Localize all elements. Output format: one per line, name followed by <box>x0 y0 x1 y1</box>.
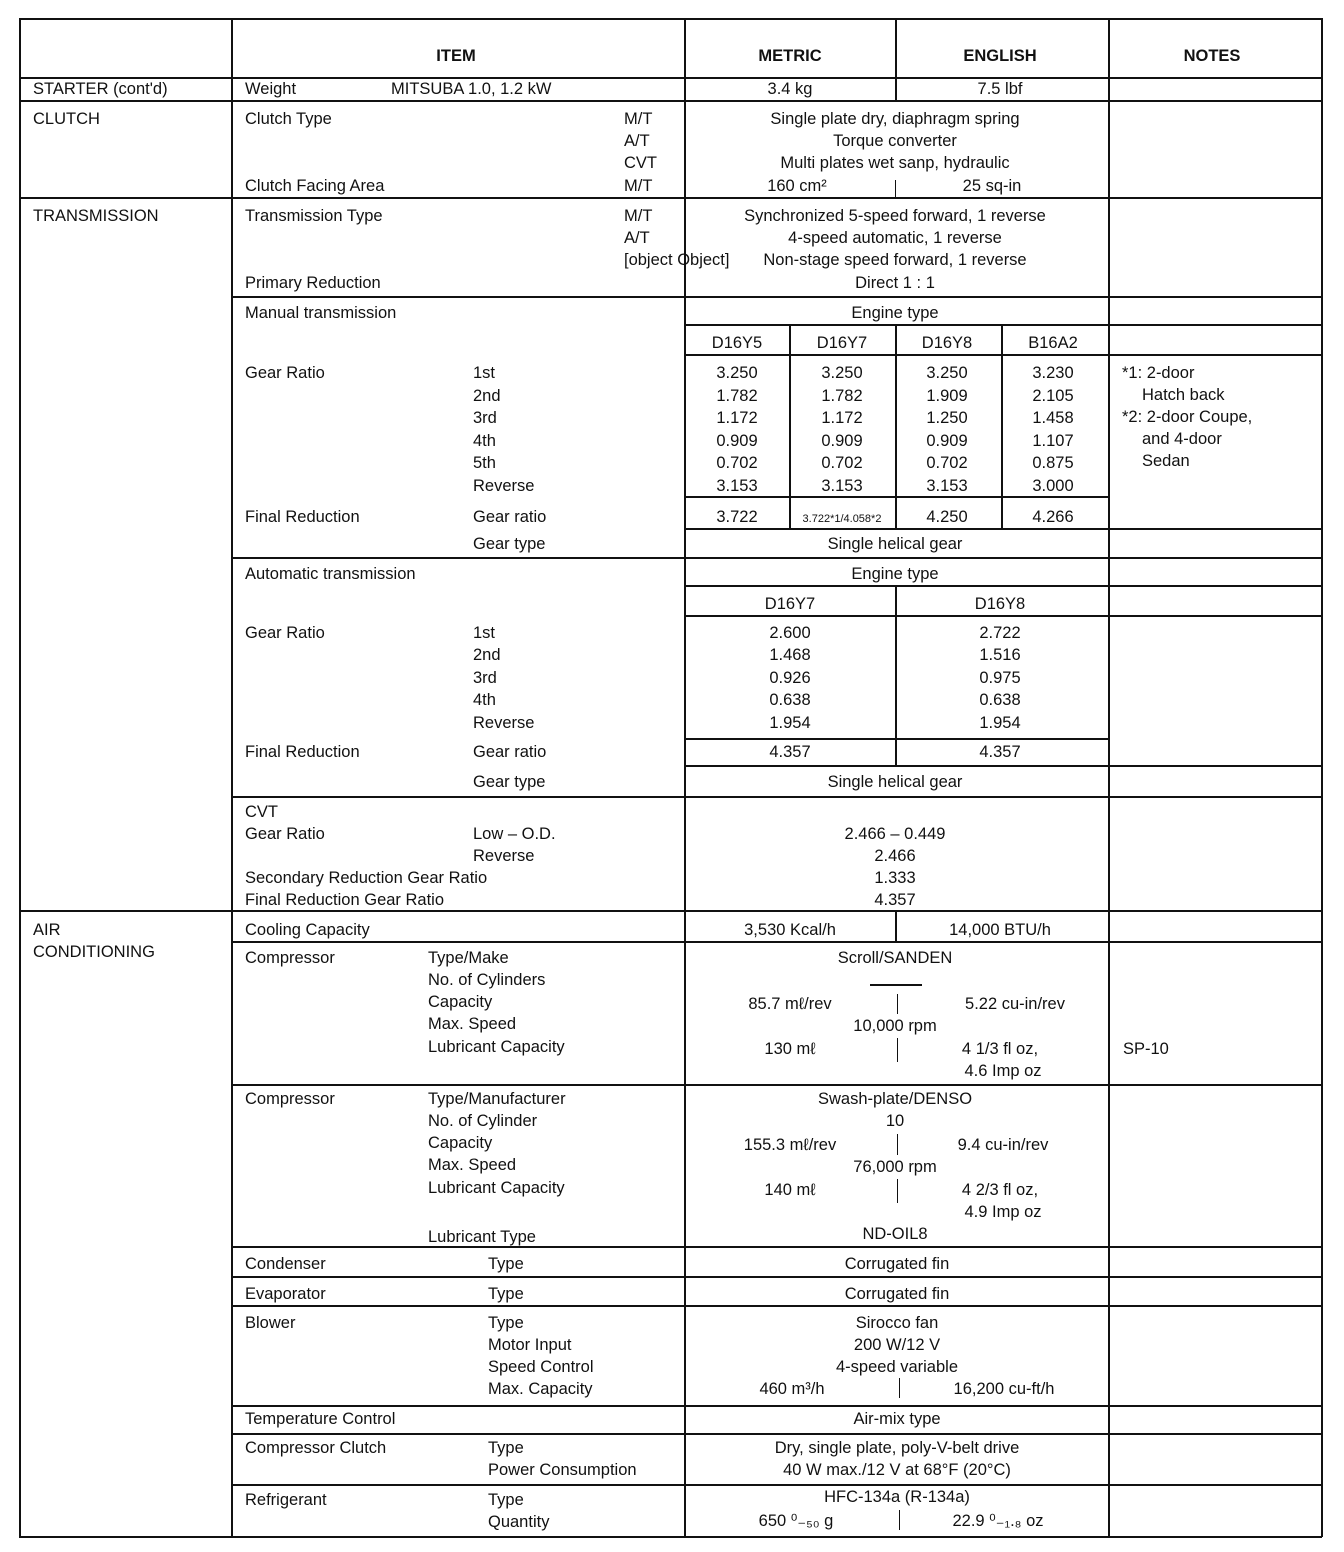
grid-line <box>231 1084 1322 1086</box>
clutch-type-cvt: Multi plates wet sanp, hydraulic <box>780 154 1010 172</box>
cvt-low-value: 2.466 – 0.449 <box>844 825 946 843</box>
grid-line <box>684 765 1322 767</box>
comp1-lub-english-1: 4 1/3 fl oz, <box>961 1040 1039 1058</box>
comp2-cyl-label: No. of Cylinder <box>428 1112 538 1130</box>
grid-line <box>897 1179 898 1203</box>
manual-gear-type-value: Single helical gear <box>827 535 963 553</box>
transmission-type-mt: Synchronized 5-speed forward, 1 reverse <box>744 207 1046 225</box>
comp1-type-label: Type/Make <box>428 949 509 967</box>
grid-line <box>897 994 898 1014</box>
manual-final-4: 4.266 <box>1032 508 1074 526</box>
manual-ratio-cell: 3.250 <box>716 364 758 382</box>
manual-ratio-cell: 0.702 <box>926 454 968 473</box>
grid-line <box>684 615 1322 617</box>
comp1-cap-label: Capacity <box>428 993 493 1011</box>
manual-final-ratio-label: Gear ratio <box>473 508 547 526</box>
comp2-speed-value: 76,000 rpm <box>853 1158 937 1176</box>
grid-line <box>895 180 896 197</box>
auto-ratio-cell: 2.722 <box>979 624 1021 642</box>
refrigerant-type-value: HFC-134a (R-134a) <box>824 1488 970 1506</box>
comp2-cyl-value: 10 <box>885 1112 905 1130</box>
section-clutch: CLUTCH <box>33 110 100 128</box>
transmission-type-cvt: Non-stage speed forward, 1 reverse <box>763 251 1027 269</box>
transmission-at: A/T <box>624 229 650 247</box>
grid-line <box>684 528 1322 530</box>
grid-line <box>899 1510 900 1530</box>
clutch-cvt: CVT <box>624 154 657 172</box>
manual-note-3: *2: 2-door Coupe, <box>1122 408 1253 426</box>
comp2-lub-metric: 140 mℓ <box>764 1181 816 1199</box>
header-notes: NOTES <box>1183 47 1241 65</box>
manual-ratio-cell: 0.702 <box>821 454 863 473</box>
manual-ratio-cell: 3.153 <box>821 477 863 495</box>
header-metric: METRIC <box>758 47 822 65</box>
refrigerant-qty-label: Quantity <box>488 1513 550 1531</box>
cooling-english: 14,000 BTU/h <box>949 921 1051 939</box>
manual-note-4: and 4-door <box>1142 430 1222 448</box>
manual-ratio-cell: 1.458 <box>1032 409 1074 428</box>
auto-ratio-cell: 1.468 <box>769 646 811 665</box>
section-starter: STARTER (cont'd) <box>33 80 168 98</box>
auto-gear-label: 2nd <box>473 646 501 665</box>
manual-ratio-cell: 0.909 <box>821 431 863 450</box>
manual-ratio-cell: 3.230 <box>1032 364 1074 382</box>
cvt-secondary-label: Secondary Reduction Gear Ratio <box>245 869 488 887</box>
grid-line <box>19 18 21 1537</box>
cvt-label: CVT <box>245 803 278 821</box>
grid-line <box>684 18 686 1537</box>
auto-gear-label: 4th <box>473 691 496 710</box>
manual-ratio-cell: 3.250 <box>926 364 968 382</box>
manual-ratio-cell: 0.909 <box>926 431 968 450</box>
comp2-type-label: Type/Manufacturer <box>428 1090 566 1108</box>
manual-final-label: Final Reduction <box>245 508 360 526</box>
auto-ratio-cell: 0.638 <box>979 691 1021 710</box>
clutch-facing-english: 25 sq-in <box>962 177 1022 195</box>
auto-final-1: 4.357 <box>769 743 811 761</box>
grid-line <box>19 100 1322 102</box>
auto-ratio-cell: 1.516 <box>979 646 1021 665</box>
blower-type-value: Sirocco fan <box>855 1314 939 1332</box>
section-ac-line1: AIR <box>33 921 61 939</box>
manual-ratio-cell: 0.875 <box>1032 454 1074 473</box>
grid-line <box>231 1405 1322 1407</box>
auto-gear-label: 1st <box>473 624 496 642</box>
cvt-secondary-value: 1.333 <box>874 869 916 887</box>
manual-engine-3: D16Y8 <box>921 334 973 352</box>
manual-gear-type-label: Gear type <box>473 535 546 553</box>
grid-line <box>1321 18 1323 1537</box>
grid-line <box>231 941 1322 943</box>
grid-line <box>684 354 1322 356</box>
grid-line <box>897 1134 898 1155</box>
grid-line <box>231 557 1322 559</box>
grid-line <box>19 77 1322 79</box>
manual-ratio-cell: 3.153 <box>926 477 968 495</box>
condenser-type-label: Type <box>488 1255 524 1273</box>
manual-gear-label: 2nd <box>473 386 501 405</box>
grid-line <box>231 18 233 1537</box>
manual-gear-label: 4th <box>473 431 496 450</box>
grid-line <box>895 18 897 100</box>
transmission-type-at: 4-speed automatic, 1 reverse <box>788 229 1002 247</box>
grid-line <box>1001 324 1003 528</box>
manual-engine-4: B16A2 <box>1028 334 1078 352</box>
blower-cap-label: Max. Capacity <box>488 1380 593 1398</box>
grid-line <box>231 1433 1322 1435</box>
comp1-cyl-dash <box>870 984 922 986</box>
manual-ratio-cell: 2.105 <box>1032 386 1074 405</box>
condenser-label: Condenser <box>245 1255 326 1273</box>
refrigerant-type-label: Type <box>488 1491 524 1509</box>
clutch-mt: M/T <box>624 110 653 128</box>
auto-gear-ratio-label: Gear Ratio <box>245 624 325 642</box>
primary-reduction-value: Direct 1 : 1 <box>855 274 935 292</box>
starter-weight-model: MITSUBA 1.0, 1.2 kW <box>391 80 552 98</box>
auto-final-2: 4.357 <box>979 743 1021 761</box>
comp1-label: Compressor <box>245 949 335 967</box>
cclutch-power-label: Power Consumption <box>488 1461 637 1479</box>
comp1-type-value: Scroll/SANDEN <box>837 949 953 967</box>
auto-engine-2: D16Y8 <box>974 595 1026 613</box>
manual-ratio-cell: 3.250 <box>821 364 863 382</box>
comp1-lub-metric: 130 mℓ <box>764 1040 816 1058</box>
auto-ratio-cell: 0.975 <box>979 668 1021 687</box>
cclutch-label: Compressor Clutch <box>245 1439 387 1457</box>
manual-ratio-cell: 0.702 <box>716 454 758 473</box>
cvt-final-value: 4.357 <box>874 891 916 909</box>
manual-gear-label: 1st <box>473 364 496 382</box>
cvt-low-label: Low – O.D. <box>473 825 556 843</box>
cvt-reverse-label: Reverse <box>473 847 535 865</box>
refrigerant-qty-metric: 650 ⁰₋₅₀ g <box>758 1512 834 1530</box>
grid-line <box>231 796 1322 798</box>
comp1-cap-english: 5.22 cu-in/rev <box>965 995 1065 1013</box>
temp-label: Temperature Control <box>245 1410 396 1428</box>
grid-line <box>231 296 1322 298</box>
cooling-metric: 3,530 Kcal/h <box>744 921 836 939</box>
cooling-label: Cooling Capacity <box>245 921 370 939</box>
comp1-speed-label: Max. Speed <box>428 1015 517 1033</box>
auto-ratio-cell: 0.638 <box>769 691 811 710</box>
starter-weight-english: 7.5 lbf <box>977 80 1023 98</box>
transmission-cvt: [object Object] <box>624 251 730 269</box>
grid-line <box>895 910 897 941</box>
section-transmission: TRANSMISSION <box>33 207 159 225</box>
clutch-facing-label: Clutch Facing Area <box>245 177 385 195</box>
manual-ratio-cell: 1.107 <box>1032 431 1074 450</box>
section-ac-line2: CONDITIONING <box>33 943 155 961</box>
auto-final-ratio-label: Gear ratio <box>473 743 547 761</box>
grid-line <box>231 1276 1322 1278</box>
clutch-type-at: Torque converter <box>833 132 957 150</box>
comp1-cyl-label: No. of Cylinders <box>428 971 546 989</box>
comp2-lub-english-1: 4 2/3 fl oz, <box>961 1181 1039 1199</box>
grid-line <box>231 1305 1322 1307</box>
cvt-final-label: Final Reduction Gear Ratio <box>245 891 445 909</box>
transmission-type-label: Transmission Type <box>245 207 383 225</box>
comp2-label: Compressor <box>245 1090 335 1108</box>
comp2-lubtype-value: ND-OIL8 <box>862 1225 928 1243</box>
primary-reduction-label: Primary Reduction <box>245 274 381 292</box>
auto-gear-type-value: Single helical gear <box>827 773 963 791</box>
comp1-speed-value: 10,000 rpm <box>853 1017 937 1035</box>
manual-note-1: *1: 2-door <box>1122 364 1195 382</box>
manual-ratio-cell: 1.172 <box>821 409 863 428</box>
clutch-at: A/T <box>624 132 650 150</box>
manual-final-2: 3.722*1/4.058*2 <box>802 513 882 525</box>
comp1-lub-label: Lubricant Capacity <box>428 1038 565 1056</box>
manual-ratio-cell: 1.782 <box>716 386 758 405</box>
manual-engine-1: D16Y5 <box>711 334 763 352</box>
manual-gear-label: 5th <box>473 454 496 473</box>
evaporator-type-label: Type <box>488 1285 524 1303</box>
header-english: ENGLISH <box>963 47 1037 65</box>
auto-ratio-cell: 1.954 <box>769 713 811 732</box>
grid-line <box>231 1484 1322 1486</box>
grid-line <box>19 910 1322 912</box>
clutch-type-mt: Single plate dry, diaphragm spring <box>770 110 1020 128</box>
grid-line <box>231 1246 1322 1248</box>
manual-ratio-cell: 0.909 <box>716 431 758 450</box>
grid-line <box>1108 18 1110 1537</box>
auto-gear-label: 3rd <box>473 668 497 687</box>
manual-label: Manual transmission <box>245 304 397 322</box>
comp2-lub-english-2: 4.9 Imp oz <box>964 1203 1042 1221</box>
manual-final-1: 3.722 <box>716 508 758 526</box>
blower-speed-value: 4-speed variable <box>836 1358 958 1376</box>
manual-gear-label: Reverse <box>473 477 535 495</box>
transmission-mt: M/T <box>624 207 653 225</box>
grid-line <box>899 1378 900 1398</box>
auto-label: Automatic transmission <box>245 565 416 583</box>
blower-cap-metric: 460 m³/h <box>759 1380 825 1398</box>
condenser-value: Corrugated fin <box>844 1255 950 1273</box>
evaporator-value: Corrugated fin <box>844 1285 950 1303</box>
blower-motor-label: Motor Input <box>488 1336 572 1354</box>
refrigerant-qty-english: 22.9 ⁰₋₁.₈ oz <box>952 1512 1044 1530</box>
manual-gear-label: 3rd <box>473 409 497 428</box>
cvt-reverse-value: 2.466 <box>874 847 916 865</box>
clutch-facing-mt: M/T <box>624 177 653 195</box>
clutch-type-label: Clutch Type <box>245 110 332 128</box>
manual-ratio-cell: 3.153 <box>716 477 758 495</box>
grid-line <box>19 197 1322 199</box>
auto-ratio-cell: 0.926 <box>769 668 811 687</box>
comp2-cap-metric: 155.3 mℓ/rev <box>743 1136 837 1154</box>
clutch-facing-metric: 160 cm² <box>767 177 827 195</box>
blower-motor-value: 200 W/12 V <box>853 1336 941 1354</box>
manual-final-3: 4.250 <box>926 508 968 526</box>
manual-ratio-cell: 1.250 <box>926 409 968 428</box>
comp2-speed-label: Max. Speed <box>428 1156 517 1174</box>
auto-final-label: Final Reduction <box>245 743 360 761</box>
blower-cap-english: 16,200 cu-ft/h <box>953 1380 1055 1398</box>
auto-gear-label: Reverse <box>473 713 535 732</box>
comp1-note: SP-10 <box>1123 1040 1169 1058</box>
starter-weight-metric: 3.4 kg <box>767 80 813 98</box>
grid-line <box>19 18 1322 20</box>
grid-line <box>684 585 1322 587</box>
blower-label: Blower <box>245 1314 296 1332</box>
starter-weight-label: Weight <box>245 80 297 98</box>
manual-ratio-cell: 1.782 <box>821 386 863 405</box>
auto-engine-1: D16Y7 <box>764 595 816 613</box>
cvt-gear-ratio-label: Gear Ratio <box>245 825 325 843</box>
manual-note-2: Hatch back <box>1142 386 1225 404</box>
comp2-cap-english: 9.4 cu-in/rev <box>957 1136 1049 1154</box>
cclutch-power-value: 40 W max./12 V at 68°F (20°C) <box>783 1461 1011 1479</box>
grid-line <box>895 324 897 528</box>
comp2-type-value: Swash-plate/DENSO <box>817 1090 973 1108</box>
grid-line <box>895 585 897 765</box>
comp2-cap-label: Capacity <box>428 1134 493 1152</box>
grid-line <box>789 324 791 528</box>
blower-speed-label: Speed Control <box>488 1358 594 1376</box>
temp-value: Air-mix type <box>853 1410 941 1428</box>
manual-gear-ratio-label: Gear Ratio <box>245 364 325 382</box>
auto-ratio-cell: 2.600 <box>769 624 811 642</box>
cclutch-type-value: Dry, single plate, poly-V-belt drive <box>774 1439 1020 1457</box>
manual-ratio-cell: 1.909 <box>926 386 968 405</box>
refrigerant-label: Refrigerant <box>245 1491 327 1509</box>
blower-type-label: Type <box>488 1314 524 1332</box>
manual-note-5: Sedan <box>1142 452 1190 470</box>
grid-line <box>19 1536 1322 1538</box>
grid-line <box>684 324 1322 326</box>
grid-line <box>897 1038 898 1062</box>
comp1-lub-english-2: 4.6 Imp oz <box>964 1062 1042 1080</box>
comp2-lubtype-label: Lubricant Type <box>428 1228 536 1246</box>
comp1-cap-metric: 85.7 mℓ/rev <box>748 995 832 1013</box>
auto-engine-type: Engine type <box>851 565 939 583</box>
manual-ratio-cell: 1.172 <box>716 409 758 428</box>
manual-ratio-cell: 3.000 <box>1032 477 1074 495</box>
cclutch-type-label: Type <box>488 1439 524 1457</box>
evaporator-label: Evaporator <box>245 1285 326 1303</box>
auto-ratio-cell: 1.954 <box>979 713 1021 732</box>
manual-engine-2: D16Y7 <box>816 334 868 352</box>
manual-engine-type: Engine type <box>851 304 939 322</box>
header-item: ITEM <box>436 47 476 65</box>
comp2-lub-label: Lubricant Capacity <box>428 1179 565 1197</box>
auto-gear-type-label: Gear type <box>473 773 546 791</box>
